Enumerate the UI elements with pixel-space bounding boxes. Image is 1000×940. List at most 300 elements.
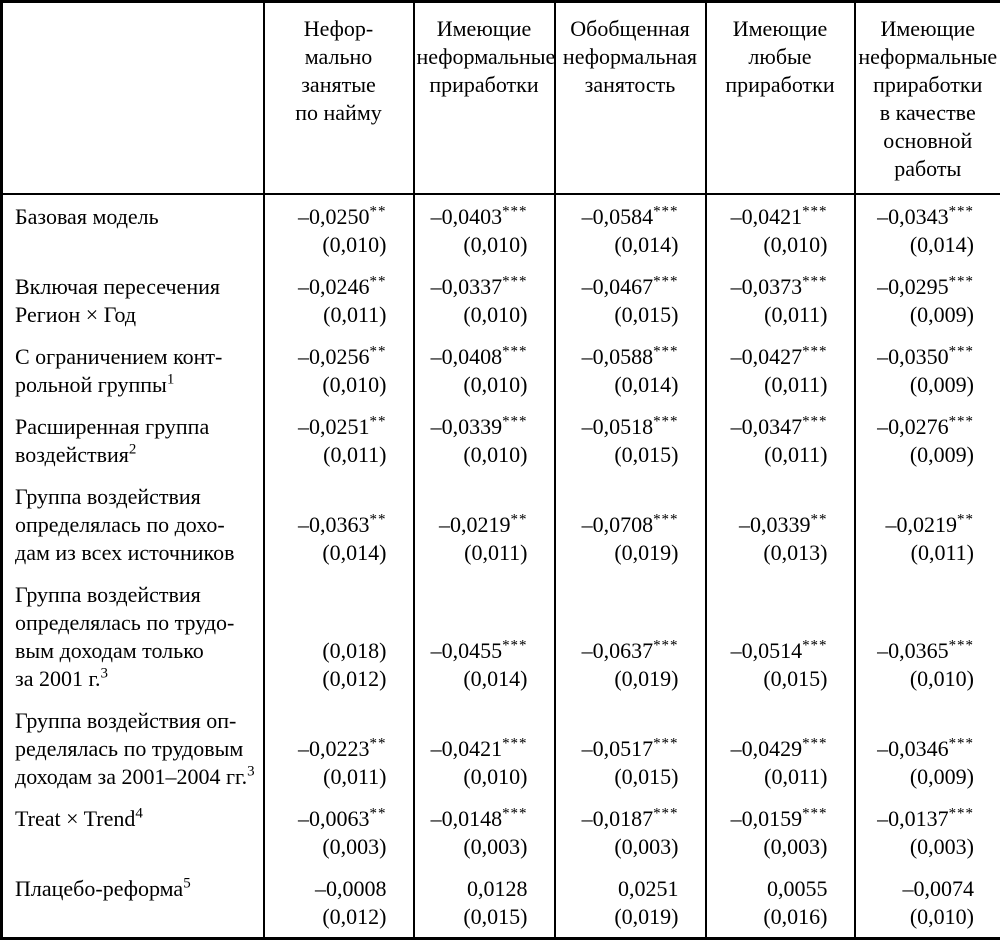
- row-label-text: Включая пересечения: [15, 274, 220, 299]
- coefficient-number: –0,0514: [731, 638, 803, 663]
- coefficient-cell: [264, 335, 414, 405]
- coefficient-value: [558, 343, 679, 371]
- coefficient-number: –0,0219: [886, 512, 958, 537]
- coefficient-value: [858, 875, 975, 903]
- column-header-line: основной: [858, 127, 999, 155]
- coefficient-value: [267, 735, 387, 763]
- standard-error: (0,011): [267, 763, 387, 791]
- footnote-marker: 4: [135, 806, 142, 822]
- coefficient-value: [417, 273, 528, 301]
- coefficient-value: [858, 203, 975, 231]
- row-label-line: [15, 707, 261, 735]
- column-header-line: неформальная: [558, 43, 703, 71]
- coefficient-value: [709, 343, 828, 371]
- standard-error: (0,014): [558, 231, 679, 259]
- standard-error: (0,014): [858, 231, 975, 259]
- significance-stars: ***: [653, 274, 678, 290]
- coefficient-number: –0,0584: [582, 204, 654, 229]
- standard-error: (0,012): [267, 665, 387, 693]
- header-corner-cell: [2, 2, 264, 195]
- coefficient-cell: [855, 797, 1000, 867]
- table-header-row: [2, 2, 1000, 195]
- significance-stars: ***: [802, 414, 827, 430]
- row-label-cell: [2, 797, 264, 867]
- column-header: [706, 2, 855, 195]
- standard-error: (0,015): [709, 665, 828, 693]
- standard-error: (0,010): [417, 441, 528, 469]
- row-label-cell: [2, 335, 264, 405]
- standard-error: (0,010): [267, 231, 387, 259]
- coefficient-value: [417, 343, 528, 371]
- coefficient-value: [417, 511, 528, 539]
- coefficient-number: –0,0455: [431, 638, 503, 663]
- coefficient-cell: [264, 797, 414, 867]
- significance-stars: ***: [949, 204, 974, 220]
- coefficient-number: –0,0159: [731, 806, 803, 831]
- coefficient-cell: [555, 573, 706, 699]
- row-label-line: [15, 301, 261, 329]
- column-header-line: по найму: [267, 99, 411, 127]
- row-label-text: Расширенная группа: [15, 414, 209, 439]
- coefficient-number: –0,0295: [877, 274, 949, 299]
- row-label-line: [15, 609, 261, 637]
- coefficient-number: –0,0517: [582, 736, 654, 761]
- coefficient-value: [709, 511, 828, 539]
- significance-stars: ***: [949, 274, 974, 290]
- standard-error: (0,019): [558, 665, 679, 693]
- coefficient-cell: [414, 405, 555, 475]
- coefficient-number: –0,0427: [731, 344, 803, 369]
- coefficient-cell: [706, 573, 855, 699]
- column-header-line: Имеющие: [709, 15, 852, 43]
- row-label-line: [15, 273, 261, 301]
- table-row: [2, 699, 1000, 797]
- coefficient-value: [417, 413, 528, 441]
- coefficient-value: [267, 875, 387, 903]
- coefficient-cell: [555, 797, 706, 867]
- column-header-line: занятые: [267, 71, 411, 99]
- coefficient-value: [709, 637, 828, 665]
- coefficient-cell: [555, 405, 706, 475]
- coefficient-number: –0,0403: [431, 204, 503, 229]
- row-label-text: ределялась по трудовым: [15, 736, 243, 761]
- significance-stars: **: [370, 204, 387, 220]
- standard-error: (0,014): [558, 371, 679, 399]
- coefficient-cell: [264, 194, 414, 265]
- coefficient-value: [709, 203, 828, 231]
- significance-stars: ***: [949, 806, 974, 822]
- row-label-text: определялась по трудо-: [15, 610, 234, 635]
- standard-error: (0,014): [267, 539, 387, 567]
- significance-stars: ***: [802, 638, 827, 654]
- coefficient-value: [709, 273, 828, 301]
- footnote-marker: 1: [167, 372, 174, 388]
- coefficient-cell: [555, 194, 706, 265]
- significance-stars: **: [811, 512, 828, 528]
- row-label-line: [15, 763, 261, 791]
- coefficient-value: [858, 805, 975, 833]
- column-header-line: Имеющие: [417, 15, 552, 43]
- column-header-line: работы: [858, 155, 999, 183]
- significance-stars: ***: [502, 806, 527, 822]
- coefficient-cell: [414, 194, 555, 265]
- coefficient-value: [267, 805, 387, 833]
- coefficient-cell: [264, 699, 414, 797]
- coefficient-number: –0,0008: [315, 876, 387, 901]
- significance-stars: ***: [502, 638, 527, 654]
- coefficient-cell: [414, 699, 555, 797]
- coefficient-cell: [555, 335, 706, 405]
- column-header: [414, 2, 555, 195]
- footnote-marker: 5: [183, 876, 190, 892]
- coefficient-value: [267, 343, 387, 371]
- significance-stars: **: [370, 736, 387, 752]
- coefficient-number: 0,0251: [618, 876, 679, 901]
- coefficient-cell: [855, 335, 1000, 405]
- coefficient-value: [267, 511, 387, 539]
- column-header: [855, 2, 1000, 195]
- standard-error: (0,009): [858, 441, 975, 469]
- coefficient-cell: [264, 475, 414, 573]
- coefficient-cell: [855, 573, 1000, 699]
- significance-stars: ***: [802, 736, 827, 752]
- row-label-line: [15, 735, 261, 763]
- coefficient-value: [267, 413, 387, 441]
- significance-stars: ***: [653, 414, 678, 430]
- coefficient-value: [558, 875, 679, 903]
- row-label-cell: [2, 194, 264, 265]
- coefficient-value: [858, 343, 975, 371]
- coefficient-cell: [414, 335, 555, 405]
- significance-stars: ***: [949, 736, 974, 752]
- table-row: [2, 405, 1000, 475]
- row-label-text: Treat × Trend: [15, 806, 135, 831]
- coefficient-cell: [264, 265, 414, 335]
- significance-stars: ***: [802, 204, 827, 220]
- coefficient-number: –0,0187: [582, 806, 654, 831]
- standard-error: (0,010): [417, 371, 528, 399]
- coefficient-cell: [414, 573, 555, 699]
- significance-stars: ***: [802, 274, 827, 290]
- coefficient-number: –0,0350: [877, 344, 949, 369]
- coefficient-value: [558, 203, 679, 231]
- standard-error: (0,015): [558, 441, 679, 469]
- column-header-line: занятость: [558, 71, 703, 99]
- significance-stars: **: [370, 274, 387, 290]
- standard-error: (0,014): [417, 665, 528, 693]
- standard-error: (0,011): [858, 539, 975, 567]
- coefficient-cell: [414, 797, 555, 867]
- coefficient-cell: [706, 194, 855, 265]
- row-label-text: определялась по дохо-: [15, 512, 225, 537]
- row-label-cell: [2, 475, 264, 573]
- coefficient-cell: [855, 194, 1000, 265]
- coefficient-number: –0,0408: [431, 344, 503, 369]
- coefficient-cell: [264, 867, 414, 939]
- significance-stars: ***: [502, 204, 527, 220]
- column-header-line: неформальные: [417, 43, 552, 71]
- significance-stars: ***: [502, 414, 527, 430]
- coefficient-value: [709, 875, 828, 903]
- table-header: [2, 2, 1000, 195]
- column-header-line: мально: [267, 43, 411, 71]
- row-label-text: за 2001 г.: [15, 666, 101, 691]
- standard-error: (0,013): [709, 539, 828, 567]
- coefficient-value: [858, 511, 975, 539]
- column-header-line: приработки: [858, 71, 999, 99]
- row-label-line: [15, 665, 261, 693]
- coefficient-number: 0,0128: [467, 876, 528, 901]
- significance-stars: ***: [502, 274, 527, 290]
- coefficient-value: [858, 637, 975, 665]
- coefficient-number: –0,0148: [431, 806, 503, 831]
- table-body: [2, 194, 1000, 939]
- coefficient-number: –0,0373: [731, 274, 803, 299]
- row-label-text: воздействия: [15, 442, 129, 467]
- coefficient-number: –0,0637: [582, 638, 654, 663]
- coefficient-value: [267, 203, 387, 231]
- standard-error: (0,011): [709, 371, 828, 399]
- coefficient-number: –0,0256: [298, 344, 370, 369]
- table-row: [2, 265, 1000, 335]
- coefficient-number: –0,0346: [877, 736, 949, 761]
- coefficient-cell: [855, 405, 1000, 475]
- standard-error: (0,011): [709, 301, 828, 329]
- significance-stars: **: [957, 512, 974, 528]
- coefficient-value: [709, 735, 828, 763]
- coefficient-number: –0,0339: [739, 512, 811, 537]
- standard-error: (0,016): [709, 903, 828, 931]
- row-label-text: Регион × Год: [15, 302, 136, 327]
- coefficient-cell: [555, 699, 706, 797]
- coefficient-number: –0,0363: [298, 512, 370, 537]
- significance-stars: ***: [949, 344, 974, 360]
- column-header-line: в качестве: [858, 99, 999, 127]
- coefficient-value: [417, 203, 528, 231]
- standard-error: (0,015): [558, 301, 679, 329]
- coefficient-number: –0,0063: [298, 806, 370, 831]
- standard-error: (0,003): [858, 833, 975, 861]
- standard-error: (0,011): [417, 539, 528, 567]
- row-label-text: дам из всех источников: [15, 540, 234, 565]
- standard-error: (0,011): [267, 301, 387, 329]
- standard-error: (0,010): [858, 665, 975, 693]
- row-label-line: [15, 581, 261, 609]
- significance-stars: ***: [653, 512, 678, 528]
- standard-error: (0,019): [558, 539, 679, 567]
- coefficient-cell: [264, 405, 414, 475]
- standard-error: (0,003): [709, 833, 828, 861]
- coefficient-cell: [706, 475, 855, 573]
- coefficient-cell: [414, 475, 555, 573]
- coefficient-number: –0,0219: [439, 512, 511, 537]
- standard-error: (0,003): [417, 833, 528, 861]
- coefficient-value: [558, 637, 679, 665]
- footnote-marker: 2: [129, 442, 136, 458]
- column-header-line: Нефор-: [267, 15, 411, 43]
- row-label-text: Базовая модель: [15, 204, 159, 229]
- row-label-line: [15, 511, 261, 539]
- table-row: [2, 797, 1000, 867]
- coefficient-cell: [706, 867, 855, 939]
- coefficient-value: [417, 805, 528, 833]
- row-label-line: [15, 441, 261, 469]
- standard-error: (0,010): [417, 301, 528, 329]
- coefficient-number: –0,0074: [903, 876, 975, 901]
- standard-error: (0,019): [558, 903, 679, 931]
- table-row: [2, 475, 1000, 573]
- coefficient-value: [709, 805, 828, 833]
- significance-stars: ***: [653, 806, 678, 822]
- coefficient-cell: [706, 335, 855, 405]
- coefficient-value: [558, 273, 679, 301]
- column-header: [555, 2, 706, 195]
- table-row: [2, 335, 1000, 405]
- coefficient-cell: [855, 265, 1000, 335]
- significance-stars: ***: [949, 638, 974, 654]
- table-row: [2, 194, 1000, 265]
- coefficient-number: –0,0365: [877, 638, 949, 663]
- significance-stars: ***: [802, 806, 827, 822]
- column-header-line: Обобщенная: [558, 15, 703, 43]
- coefficient-number: (0,018): [322, 638, 386, 663]
- coefficient-value: [417, 735, 528, 763]
- standard-error: (0,010): [417, 231, 528, 259]
- column-header-line: неформальные: [858, 43, 999, 71]
- row-label-line: [15, 875, 261, 903]
- footnote-marker: 3: [247, 764, 254, 780]
- coefficient-number: –0,0137: [877, 806, 949, 831]
- significance-stars: **: [511, 512, 528, 528]
- row-label-line: [15, 483, 261, 511]
- footnote-marker: 3: [101, 666, 108, 682]
- row-label-text: Плацебо-реформа: [15, 876, 183, 901]
- row-label-cell: [2, 867, 264, 939]
- table-row: [2, 867, 1000, 939]
- significance-stars: ***: [653, 344, 678, 360]
- coefficient-number: –0,0421: [431, 736, 503, 761]
- coefficient-number: –0,0223: [298, 736, 370, 761]
- coefficient-number: –0,0276: [877, 414, 949, 439]
- coefficient-value: [558, 805, 679, 833]
- coefficient-cell: [264, 573, 414, 699]
- significance-stars: **: [370, 414, 387, 430]
- coefficient-cell: [706, 265, 855, 335]
- coefficient-number: –0,0251: [298, 414, 370, 439]
- significance-stars: ***: [502, 344, 527, 360]
- standard-error: (0,010): [709, 231, 828, 259]
- coefficient-number: –0,0467: [582, 274, 654, 299]
- row-label-cell: [2, 405, 264, 475]
- coefficient-number: –0,0343: [877, 204, 949, 229]
- significance-stars: ***: [502, 736, 527, 752]
- coefficient-number: –0,0708: [582, 512, 654, 537]
- coefficient-number: –0,0339: [431, 414, 503, 439]
- row-label-cell: [2, 265, 264, 335]
- coefficient-number: –0,0588: [582, 344, 654, 369]
- coefficient-cell: [855, 867, 1000, 939]
- coefficient-value: [267, 273, 387, 301]
- standard-error: (0,011): [709, 763, 828, 791]
- row-label-cell: [2, 699, 264, 797]
- significance-stars: ***: [653, 638, 678, 654]
- coefficient-cell: [555, 265, 706, 335]
- row-label-text: доходам за 2001–2004 гг.: [15, 764, 247, 789]
- coefficient-cell: [706, 797, 855, 867]
- column-header-line: Имеющие: [858, 15, 999, 43]
- coefficient-value: [558, 735, 679, 763]
- row-label-line: [15, 637, 261, 665]
- row-label-line: [15, 343, 261, 371]
- standard-error: (0,015): [417, 903, 528, 931]
- standard-error: (0,010): [417, 763, 528, 791]
- row-label-line: [15, 805, 261, 833]
- row-label-text: Группа воздействия: [15, 484, 201, 509]
- coefficient-value: [858, 273, 975, 301]
- coefficient-cell: [414, 265, 555, 335]
- row-label-cell: [2, 573, 264, 699]
- standard-error: (0,011): [709, 441, 828, 469]
- standard-error: (0,010): [267, 371, 387, 399]
- significance-stars: ***: [653, 736, 678, 752]
- table-row: [2, 573, 1000, 699]
- coefficient-cell: [855, 475, 1000, 573]
- coefficient-cell: [706, 699, 855, 797]
- standard-error: (0,015): [558, 763, 679, 791]
- significance-stars: ***: [949, 414, 974, 430]
- standard-error: (0,009): [858, 371, 975, 399]
- standard-error: (0,011): [267, 441, 387, 469]
- coefficient-cell: [555, 867, 706, 939]
- coefficient-value: [858, 735, 975, 763]
- coefficient-value: [267, 637, 387, 665]
- row-label-text: рольной группы: [15, 372, 167, 397]
- standard-error: (0,003): [558, 833, 679, 861]
- coefficient-number: –0,0250: [298, 204, 370, 229]
- coefficient-cell: [706, 405, 855, 475]
- coefficient-value: [558, 413, 679, 441]
- coefficient-value: [417, 875, 528, 903]
- row-label-text: Группа воздействия оп-: [15, 708, 236, 733]
- standard-error: (0,009): [858, 763, 975, 791]
- coefficient-value: [709, 413, 828, 441]
- coefficient-value: [858, 413, 975, 441]
- column-header-line: приработки: [417, 71, 552, 99]
- significance-stars: **: [370, 344, 387, 360]
- significance-stars: **: [370, 512, 387, 528]
- row-label-line: [15, 203, 261, 231]
- standard-error: (0,012): [267, 903, 387, 931]
- row-label-text: вым доходам только: [15, 638, 204, 663]
- row-label-line: [15, 539, 261, 567]
- significance-stars: **: [370, 806, 387, 822]
- coefficient-cell: [414, 867, 555, 939]
- column-header-line: приработки: [709, 71, 852, 99]
- row-label-text: Группа воздействия: [15, 582, 201, 607]
- coefficient-number: –0,0347: [731, 414, 803, 439]
- standard-error: (0,009): [858, 301, 975, 329]
- row-label-text: С ограничением конт-: [15, 344, 222, 369]
- coefficient-value: [558, 511, 679, 539]
- coefficient-number: 0,0055: [767, 876, 828, 901]
- row-label-line: [15, 371, 261, 399]
- coefficient-number: –0,0421: [731, 204, 803, 229]
- coefficient-cell: [555, 475, 706, 573]
- coefficient-cell: [855, 699, 1000, 797]
- column-header: [264, 2, 414, 195]
- significance-stars: ***: [802, 344, 827, 360]
- standard-error: (0,010): [858, 903, 975, 931]
